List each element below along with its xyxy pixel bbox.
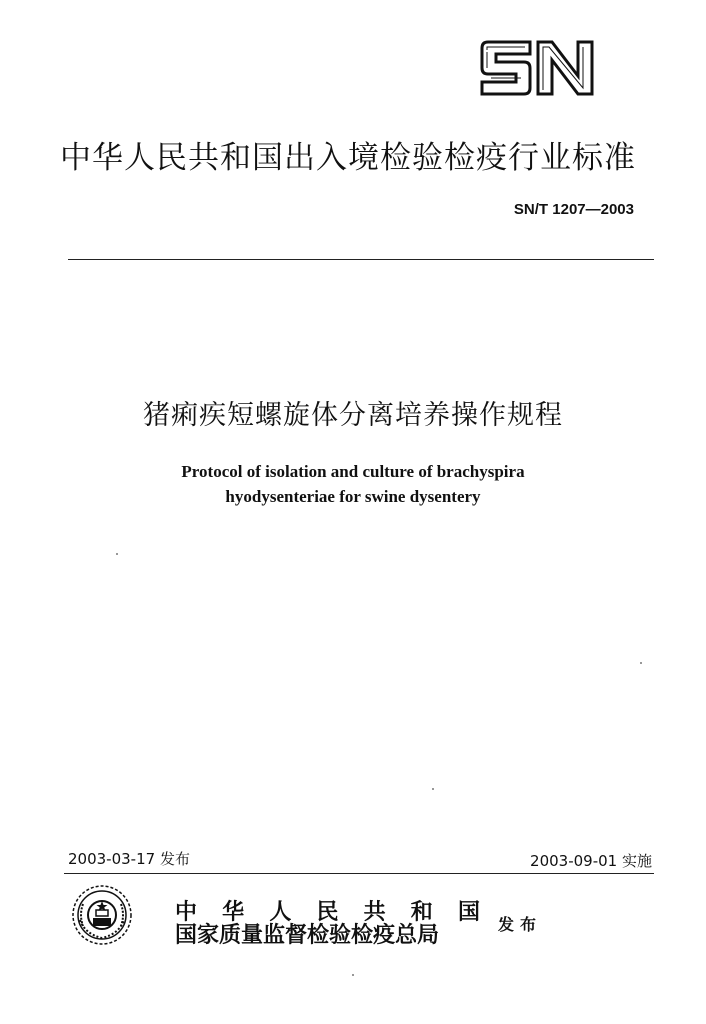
national-emblem-icon	[71, 884, 133, 946]
issuer-char: 国	[457, 899, 480, 925]
sn-logo-icon	[478, 38, 596, 98]
issuer-char: 和	[410, 899, 433, 925]
sn-logo	[478, 38, 596, 98]
standard-code: SN/T 1207—2003	[513, 201, 634, 218]
scan-speck	[432, 788, 434, 790]
issuer-char: 民	[316, 899, 339, 925]
scan-speck	[116, 553, 118, 555]
issuer-char: 人	[269, 899, 292, 925]
document-title-english-line1: Protocol of isolation and culture of brachyspira	[181, 462, 525, 481]
issue-date: 2003-03-17 发布	[68, 850, 190, 868]
document-title-english-line2: hyodysenteriae for swine dysentery	[225, 487, 481, 506]
publish-label: 发布	[498, 915, 543, 934]
issuer-name-line2: 国家质量监督检验检疫总局	[175, 922, 440, 948]
document-title-chinese: 猪痢疾短螺旋体分离培养操作规程	[143, 400, 563, 431]
effective-date: 2003-09-01 实施	[530, 852, 652, 870]
issuer-char: 中	[175, 899, 198, 925]
scan-speck	[640, 662, 642, 664]
footer-divider	[64, 873, 654, 874]
scan-speck	[352, 974, 354, 976]
issuer-char: 华	[222, 899, 245, 925]
issuer-char: 共	[363, 899, 386, 925]
issuing-authority-title: 中华人民共和国出入境检验检疫行业标准	[60, 140, 636, 176]
header-divider	[68, 259, 654, 260]
